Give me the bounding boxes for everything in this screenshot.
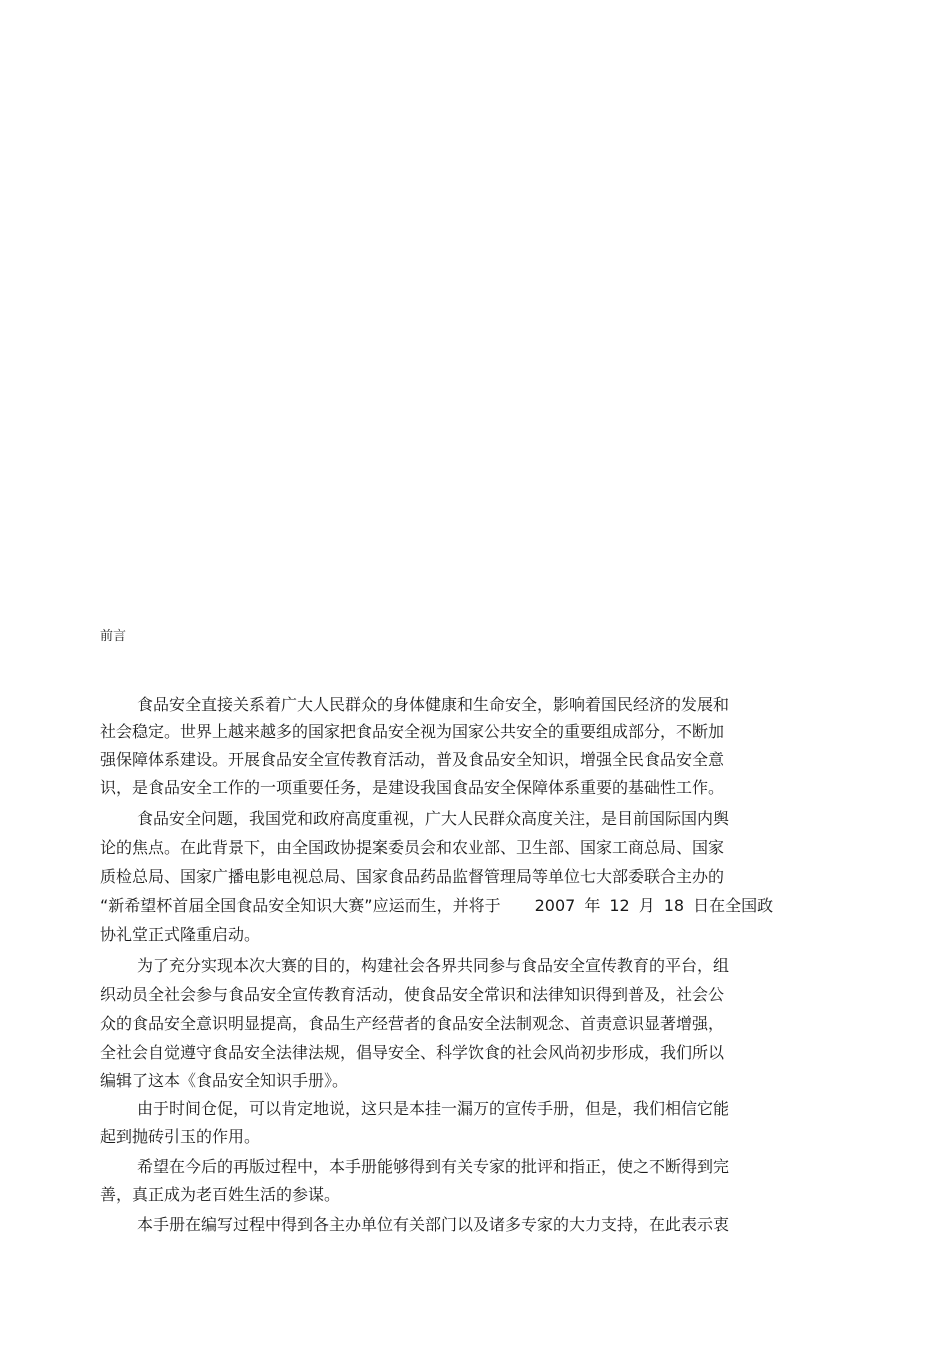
paragraph-line: 质检总局、国家广播电影电视总局、国家食品药品监督管理局等单位七大部委联合主办的 (100, 867, 725, 886)
date-line-lead: “新希望杯首届全国食品安全知识大赛”应运而生，并将于 (100, 896, 501, 915)
paragraph-line: 由于时间仓促，可以肯定地说，这只是本挂一漏万的宣传手册，但是，我们相信它能 (137, 1099, 730, 1118)
paragraph-line: 众的食品安全意识明显提高，食品生产经营者的食品安全法制观念、首责意识显著增强， (100, 1014, 725, 1033)
paragraph-line: 起到抛砖引玉的作用。 (100, 1127, 261, 1146)
preface-heading: 前言 (100, 629, 127, 644)
paragraph-line: 为了充分实现本次大赛的目的，构建社会各界共同参与食品安全宣传教育的平台，组 (137, 956, 730, 975)
paragraph-line: 织动员全社会参与食品安全宣传教育活动，使食品安全常识和法律知识得到普及，社会公 (100, 985, 725, 1004)
date-month: 12 (609, 896, 630, 915)
paragraph-line: 强保障体系建设。开展食品安全宣传教育活动，普及食品安全知识，增强全民食品安全意 (100, 750, 725, 769)
date-year: 2007 (534, 896, 576, 915)
date-month-unit: 月 (638, 896, 655, 915)
paragraph-line: 食品安全问题，我国党和政府高度重视，广大人民群众高度关注，是目前国际国内舆 (137, 809, 730, 828)
paragraph-line: 编辑了这本《食品安全知识手册》。 (100, 1071, 349, 1090)
paragraph-line-with-date (100, 895, 773, 917)
paragraph-line: 全社会自觉遵守食品安全法律法规，倡导安全、科学饮食的社会风尚初步形成，我们所以 (100, 1043, 725, 1062)
paragraph-line: 论的焦点。在此背景下，由全国政协提案委员会和农业部、卫生部、国家工商总局、国家 (100, 838, 725, 857)
paragraph-line: 食品安全直接关系着广大人民群众的身体健康和生命安全，影响着国民经济的发展和 (137, 695, 730, 714)
paragraph-line: 识，是食品安全工作的一项重要任务，是建设我国食品安全保障体系重要的基础性工作。 (100, 778, 725, 797)
date-day: 18 (663, 896, 685, 915)
paragraph-line: 希望在今后的再版过程中，本手册能够得到有关专家的批评和指正，使之不断得到完 (137, 1157, 730, 1176)
paragraph-line: 社会稳定。世界上越来越多的国家把食品安全视为国家公共安全的重要组成部分，不断加 (100, 722, 725, 741)
date-tail: 日在全国政 (693, 896, 774, 915)
paragraph-line: 善，真正成为老百姓生活的参谋。 (100, 1185, 341, 1204)
paragraph-line: 本手册在编写过程中得到各主办单位有关部门以及诸多专家的大力支持，在此表示衷 (137, 1215, 730, 1234)
paragraph-line: 协礼堂正式隆重启动。 (100, 925, 261, 944)
date-year-unit: 年 (584, 896, 601, 915)
